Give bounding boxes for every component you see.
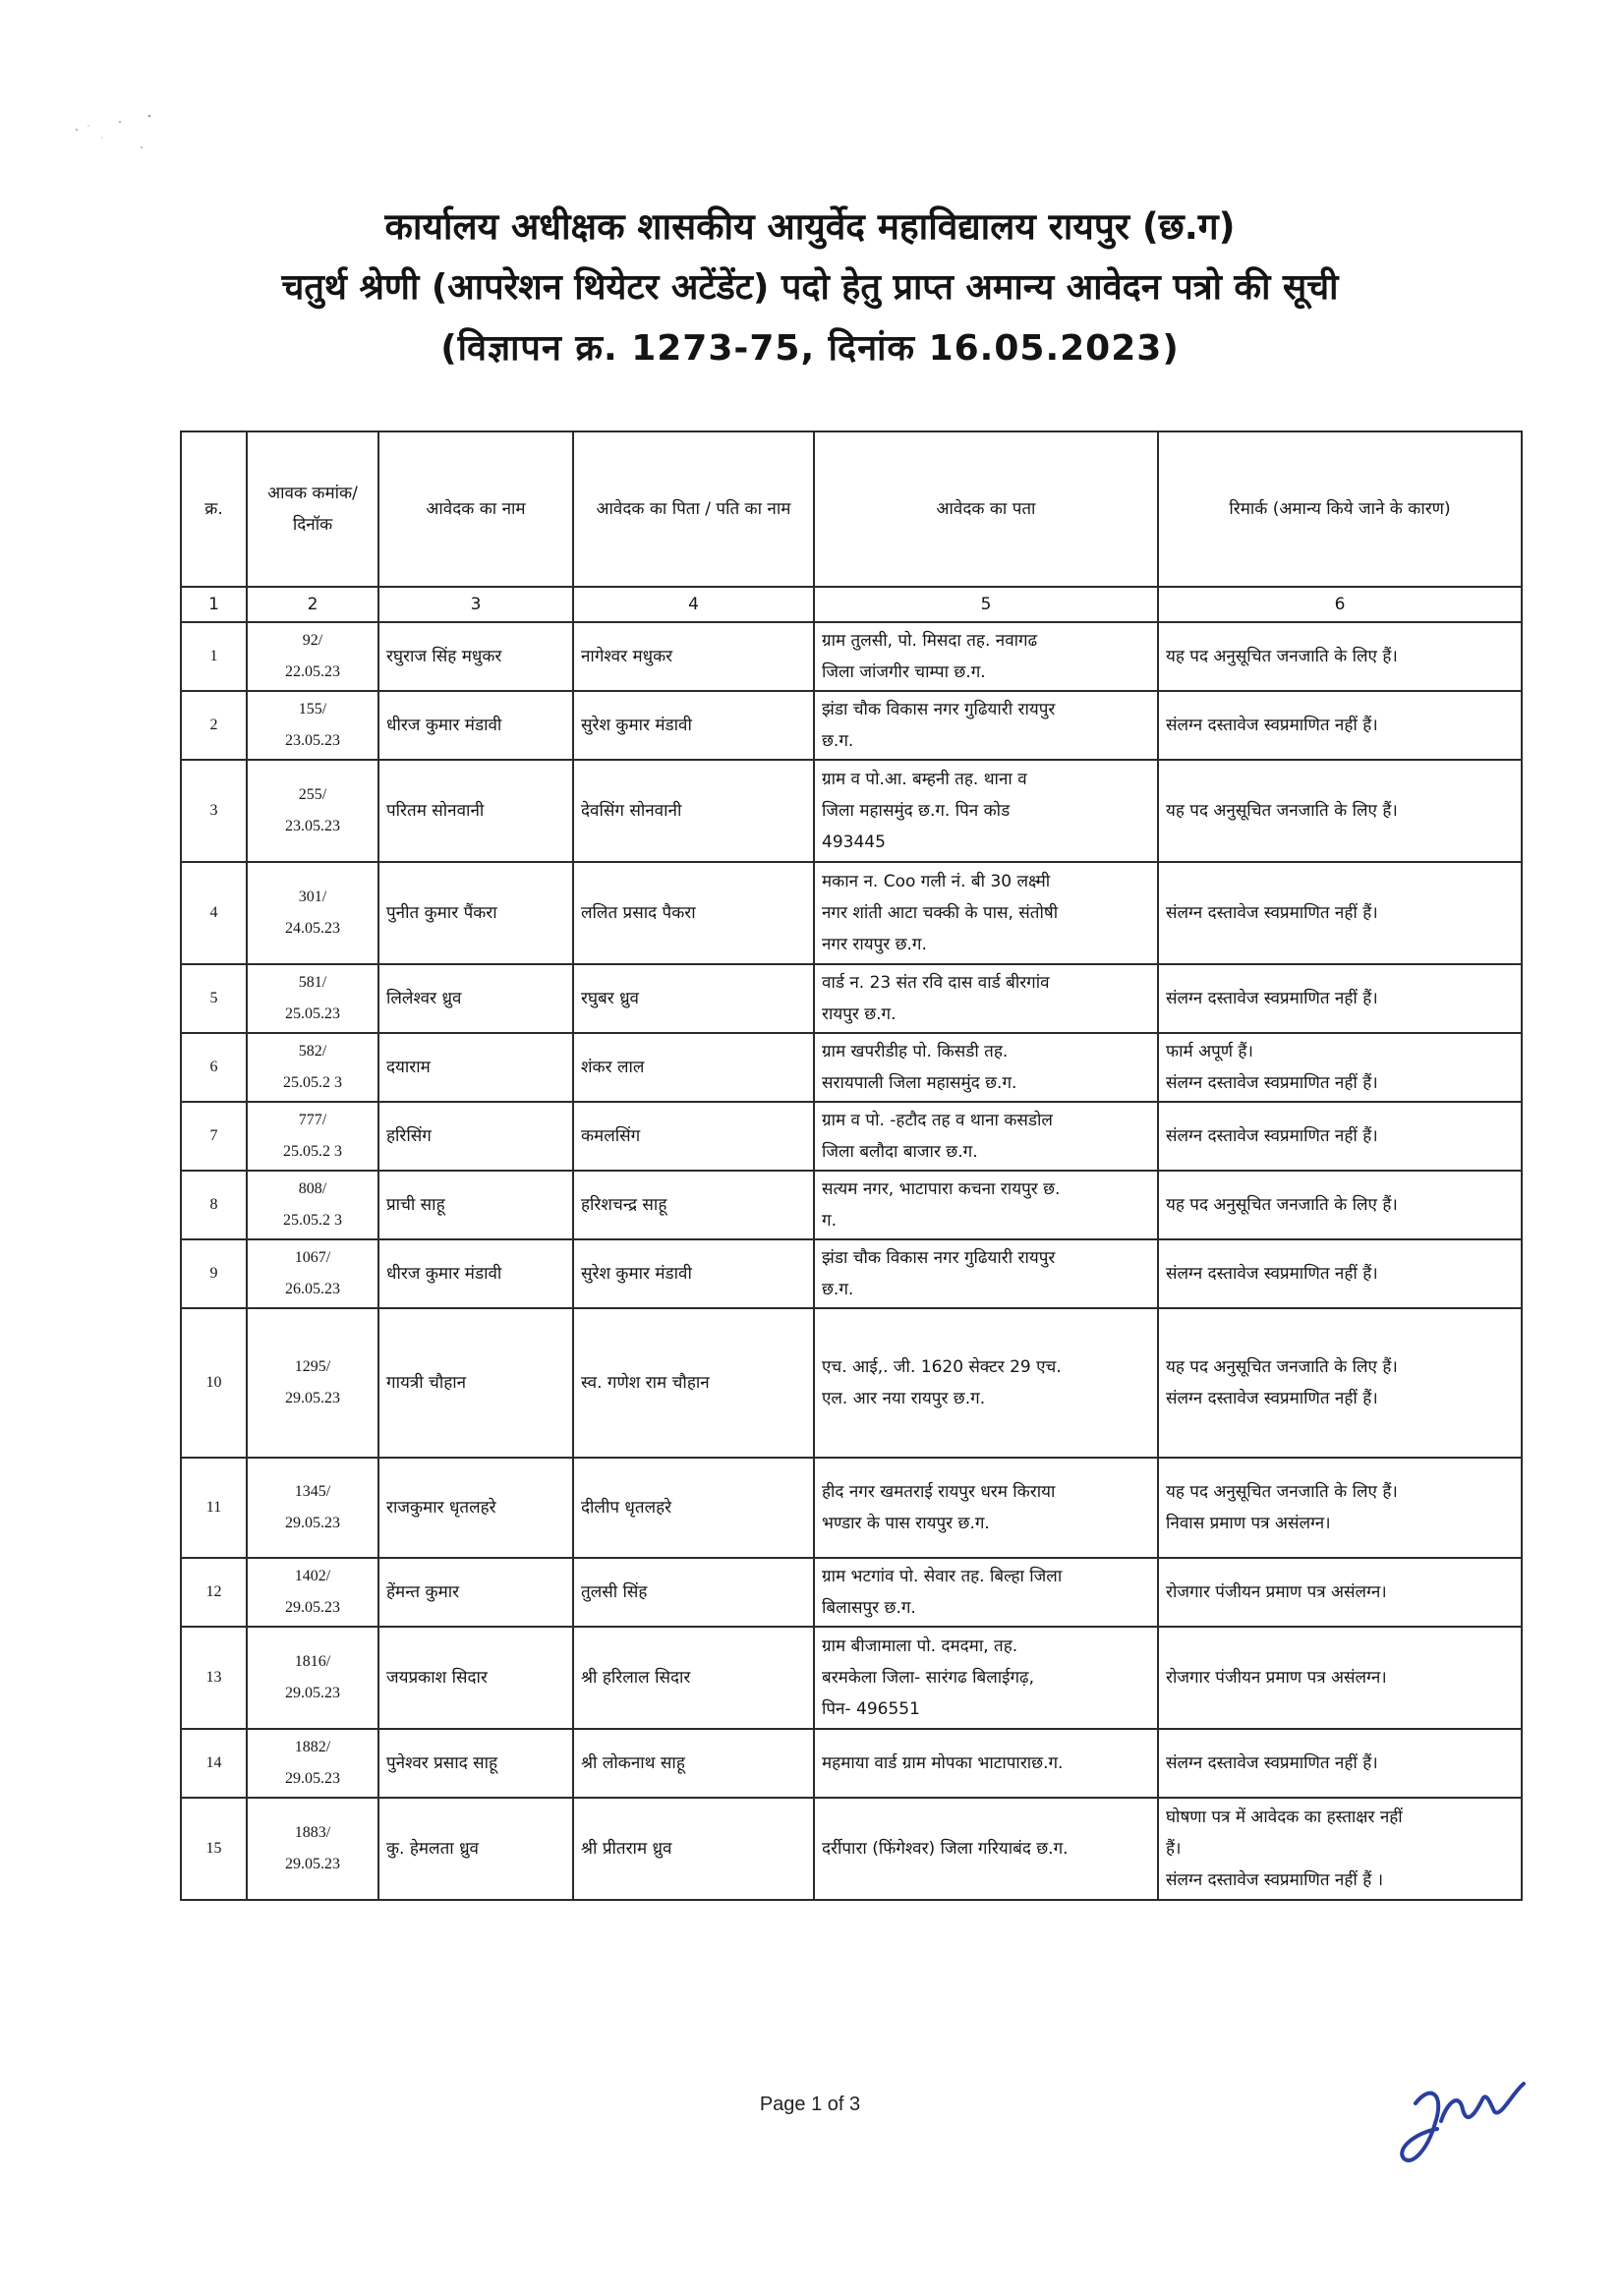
inward-number-cell: 581/ 25.05.23	[247, 964, 378, 1033]
remark-cell: संलग्न दस्तावेज स्वप्रमाणित नहीं हैं।	[1158, 1239, 1522, 1308]
address-cell: झंडा चौक विकास नगर गुढियारी रायपुर छ.ग.	[814, 691, 1158, 760]
table-row	[181, 691, 1522, 760]
father-name-cell: तुलसी सिंह	[573, 1558, 814, 1627]
header-father-name: आवेदक का पिता / पति का नाम	[573, 431, 814, 587]
header-inward-number: आवक कमांक/ दिनॉक	[247, 431, 378, 587]
serial-cell: 13	[181, 1627, 247, 1729]
applicant-name-cell: पुनेश्वर प्रसाद साहू	[378, 1729, 573, 1798]
remark-cell: फार्म अपूर्ण हैं। संलग्न दस्तावेज स्वप्रमाणित नहीं हैं।	[1158, 1033, 1522, 1102]
table-row	[181, 1308, 1522, 1458]
column-number: 5	[814, 587, 1158, 622]
applicant-name-cell: धीरज कुमार मंडावी	[378, 691, 573, 760]
applicant-name-cell: रघुराज सिंह मधुकर	[378, 622, 573, 691]
table-row	[181, 1102, 1522, 1171]
remark-cell: यह पद अनुसूचित जनजाति के लिए हैं।	[1158, 1171, 1522, 1239]
address-cell: झंडा चौक विकास नगर गुढियारी रायपुर छ.ग.	[814, 1239, 1158, 1308]
header-remark: रिमार्क (अमान्य किये जाने के कारण)	[1158, 431, 1522, 587]
remark-cell: यह पद अनुसूचित जनजाति के लिए हैं।	[1158, 760, 1522, 862]
father-name-cell: सुरेश कुमार मंडावी	[573, 1239, 814, 1308]
address-cell: एच. आई,. जी. 1620 सेक्टर 29 एच. एल. आर नया रायपुर छ.ग.	[814, 1308, 1158, 1458]
table-body	[181, 622, 1522, 1900]
father-name-cell: श्री प्रीतराम ध्रुव	[573, 1798, 814, 1900]
column-number-row	[181, 587, 1522, 622]
inward-number-cell: 582/ 25.05.2 3	[247, 1033, 378, 1102]
inward-number-cell: 301/ 24.05.23	[247, 862, 378, 964]
remark-cell: संलग्न दस्तावेज स्वप्रमाणित नहीं हैं।	[1158, 862, 1522, 964]
remark-cell: संलग्न दस्तावेज स्वप्रमाणित नहीं हैं।	[1158, 1102, 1522, 1171]
applicant-name-cell: राजकुमार धृतलहरे	[378, 1458, 573, 1558]
table-row	[181, 1033, 1522, 1102]
applicant-name-cell: हरिसिंग	[378, 1102, 573, 1171]
address-cell: सत्यम नगर, भाटापारा कचना रायपुर छ. ग.	[814, 1171, 1158, 1239]
heading-office: कार्यालय अधीक्षक शासकीय आयुर्वेद महाविद्यालय रायपुर (छ.ग)	[384, 205, 1236, 248]
inward-number-cell: 1402/ 29.05.23	[247, 1558, 378, 1627]
father-name-cell: स्व. गणेश राम चौहान	[573, 1308, 814, 1458]
table-row	[181, 964, 1522, 1033]
serial-cell: 1	[181, 622, 247, 691]
serial-cell: 11	[181, 1458, 247, 1558]
address-cell: ग्राम भटगांव पो. सेवार तह. बिल्हा जिला बिलासपुर छ.ग.	[814, 1558, 1158, 1627]
serial-cell: 9	[181, 1239, 247, 1308]
header-applicant-name: आवेदक का नाम	[378, 431, 573, 587]
remark-cell: संलग्न दस्तावेज स्वप्रमाणित नहीं हैं।	[1158, 964, 1522, 1033]
table-row	[181, 1558, 1522, 1627]
table-row	[181, 1798, 1522, 1900]
serial-cell: 3	[181, 760, 247, 862]
inward-number-cell: 1067/ 26.05.23	[247, 1239, 378, 1308]
header-address: आवेदक का पता	[814, 431, 1158, 587]
serial-cell: 10	[181, 1308, 247, 1458]
address-cell: ग्राम तुलसी, पो. मिसदा तह. नवागढ जिला जांजगीर चाम्पा छ.ग.	[814, 622, 1158, 691]
applicant-name-cell: प्राची साहू	[378, 1171, 573, 1239]
father-name-cell: शंकर लाल	[573, 1033, 814, 1102]
address-cell: दर्रीपारा (फिंगेश्वर) जिला गरियाबंद छ.ग.	[814, 1798, 1158, 1900]
inward-number-cell: 92/ 22.05.23	[247, 622, 378, 691]
serial-cell: 7	[181, 1102, 247, 1171]
rejected-applications-table	[180, 430, 1523, 1901]
scan-specks	[59, 108, 167, 167]
address-cell: मकान न. Coo गली नं. बी 30 लक्ष्मी नगर शांती आटा चक्की के पास, संतोषी नगर रायपुर छ.ग.	[814, 862, 1158, 964]
remark-cell: घोषणा पत्र में आवेदक का हस्ताक्षर नहीं हैं। संलग्न दस्तावेज स्वप्रमाणित नहीं हैं ।	[1158, 1798, 1522, 1900]
father-name-cell: हरिशचन्द्र साहू	[573, 1171, 814, 1239]
column-number: 2	[247, 587, 378, 622]
father-name-cell: श्री लोकनाथ साहू	[573, 1729, 814, 1798]
remark-cell: यह पद अनुसूचित जनजाति के लिए हैं। संलग्न दस्तावेज स्वप्रमाणित नहीं हैं।	[1158, 1308, 1522, 1458]
remark-cell: रोजगार पंजीयन प्रमाण पत्र असंलग्न।	[1158, 1627, 1522, 1729]
table-row	[181, 622, 1522, 691]
table-header-row	[181, 431, 1522, 587]
serial-cell: 5	[181, 964, 247, 1033]
column-number: 6	[1158, 587, 1522, 622]
header-serial: क्र.	[181, 431, 247, 587]
inward-number-cell: 255/ 23.05.23	[247, 760, 378, 862]
address-cell: हीद नगर खमतराई रायपुर धरम किराया भण्डार के पास रायपुर छ.ग.	[814, 1458, 1158, 1558]
serial-cell: 2	[181, 691, 247, 760]
address-cell: वार्ड न. 23 संत रवि दास वार्ड बीरगांव रायपुर छ.ग.	[814, 964, 1158, 1033]
inward-number-cell: 1295/ 29.05.23	[247, 1308, 378, 1458]
table-row	[181, 1729, 1522, 1798]
address-cell: महमाया वार्ड ग्राम मोपका भाटापाराछ.ग.	[814, 1729, 1158, 1798]
remark-cell: रोजगार पंजीयन प्रमाण पत्र असंलग्न।	[1158, 1558, 1522, 1627]
table-row	[181, 1458, 1522, 1558]
remark-cell: संलग्न दस्तावेज स्वप्रमाणित नहीं हैं।	[1158, 1729, 1522, 1798]
remark-cell: यह पद अनुसूचित जनजाति के लिए हैं। निवास प्रमाण पत्र असंलग्न।	[1158, 1458, 1522, 1558]
serial-cell: 6	[181, 1033, 247, 1102]
address-cell: ग्राम व पो.आ. बम्हनी तह. थाना व जिला महासमुंद छ.ग. पिन कोड 493445	[814, 760, 1158, 862]
address-cell: ग्राम व पो. -हटौद तह व थाना कसडोल जिला बलौदा बाजार छ.ग.	[814, 1102, 1158, 1171]
father-name-cell: रघुबर ध्रुव	[573, 964, 814, 1033]
applicant-name-cell: जयप्रकाश सिदार	[378, 1627, 573, 1729]
column-number: 4	[573, 587, 814, 622]
inward-number-cell: 808/ 25.05.2 3	[247, 1171, 378, 1239]
address-cell: ग्राम बीजामाला पो. दमदमा, तह. बरमकेला जिला- सारंगढ बिलाईगढ़, पिन- 496551	[814, 1627, 1158, 1729]
table-row	[181, 862, 1522, 964]
inward-number-cell: 777/ 25.05.2 3	[247, 1102, 378, 1171]
applicant-name-cell: गायत्री चौहान	[378, 1308, 573, 1458]
remark-cell: यह पद अनुसूचित जनजाति के लिए हैं।	[1158, 622, 1522, 691]
inward-number-cell: 1816/ 29.05.23	[247, 1627, 378, 1729]
serial-cell: 4	[181, 862, 247, 964]
page-footer: Page 1 of 3	[759, 2094, 861, 2115]
applicant-name-cell: पुनीत कुमार पैंकरा	[378, 862, 573, 964]
father-name-cell: श्री हरिलाल सिदार	[573, 1627, 814, 1729]
applicant-name-cell: लिलेश्वर ध्रुव	[378, 964, 573, 1033]
inward-number-cell: 1345/ 29.05.23	[247, 1458, 378, 1558]
table-row	[181, 1627, 1522, 1729]
address-cell: ग्राम खपरीडीह पो. किसडी तह. सरायपाली जिला महासमुंद छ.ग.	[814, 1033, 1158, 1102]
father-name-cell: ललित प्रसाद पैकरा	[573, 862, 814, 964]
table-row	[181, 1171, 1522, 1239]
inward-number-cell: 155/ 23.05.23	[247, 691, 378, 760]
father-name-cell: नागेश्वर मधुकर	[573, 622, 814, 691]
inward-number-cell: 1882/ 29.05.23	[247, 1729, 378, 1798]
document-heading	[0, 197, 1620, 379]
applicant-name-cell: धीरज कुमार मंडावी	[378, 1239, 573, 1308]
remark-cell: संलग्न दस्तावेज स्वप्रमाणित नहीं हैं।	[1158, 691, 1522, 760]
handwritten-signature	[1376, 2064, 1533, 2182]
serial-cell: 14	[181, 1729, 247, 1798]
father-name-cell: कमलसिंग	[573, 1102, 814, 1171]
father-name-cell: देवसिंग सोनवानी	[573, 760, 814, 862]
column-number: 3	[378, 587, 573, 622]
table-row	[181, 760, 1522, 862]
applicant-name-cell: हेंमन्त कुमार	[378, 1558, 573, 1627]
column-number: 1	[181, 587, 247, 622]
serial-cell: 8	[181, 1171, 247, 1239]
inward-number-cell: 1883/ 29.05.23	[247, 1798, 378, 1900]
heading-advertisement: (विज्ञापन क्र. 1273-75, दिनांक 16.05.2023)	[440, 328, 1180, 369]
father-name-cell: दीलीप धृतलहरे	[573, 1458, 814, 1558]
serial-cell: 12	[181, 1558, 247, 1627]
applicant-name-cell: कु. हेमलता ध्रुव	[378, 1798, 573, 1900]
heading-list-title: चतुर्थ श्रेणी (आपरेशन थियेटर अटेंडेंट) पदो हेतु प्राप्त अमान्य आवेदन पत्रो की सूची	[281, 267, 1339, 308]
applicant-name-cell: दयाराम	[378, 1033, 573, 1102]
applicant-name-cell: परितम सोनवानी	[378, 760, 573, 862]
serial-cell: 15	[181, 1798, 247, 1900]
table-row	[181, 1239, 1522, 1308]
father-name-cell: सुरेश कुमार मंडावी	[573, 691, 814, 760]
